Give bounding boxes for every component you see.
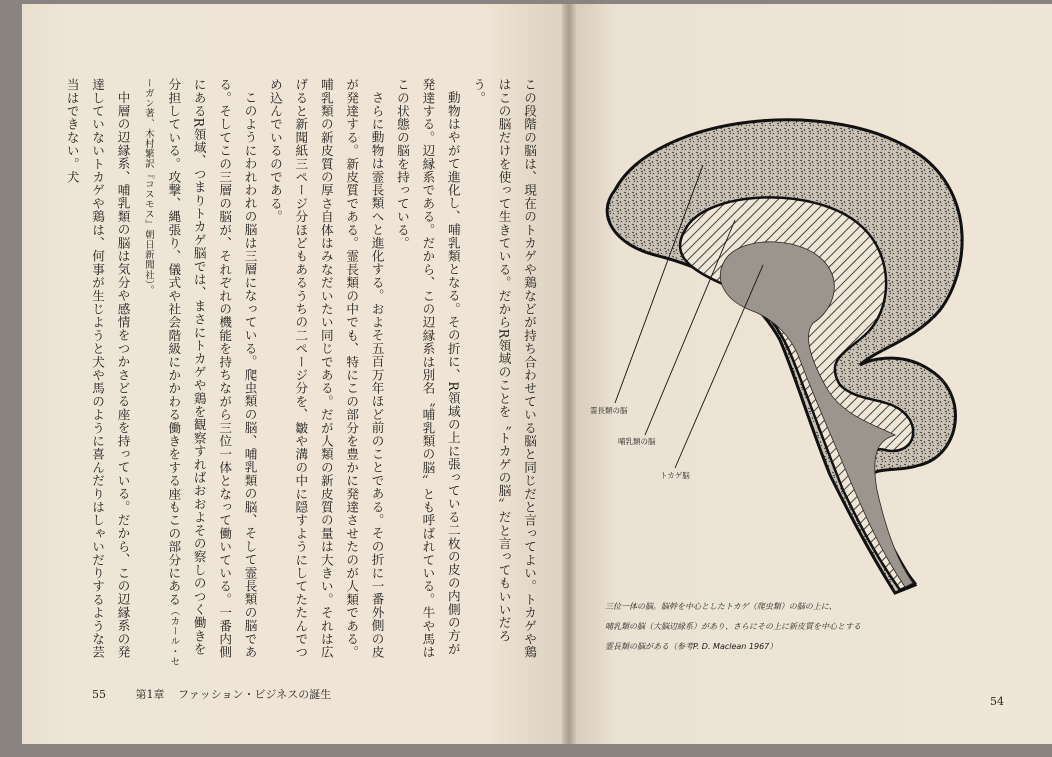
caption-line: 霊長類の脳がある（参考P. D. Maclean 1967） [605, 642, 778, 651]
chapter-title: ファッション・ビジネスの誕生 [178, 688, 332, 701]
page-number-right: 54 [990, 695, 1004, 708]
paragraph: この段階の脳は、現在のトカゲや鶏などが持ち合わせている脳と同じだと言ってよい。トカゲや鶏はこの脳だけを使って生きている。だからR領域のことを〝トカゲの脳〟だと言ってもいいだろう。 [471, 78, 537, 659]
chapter-label: 第1章 [135, 688, 165, 701]
left-page-body [64, 78, 542, 668]
paragraph-text: このようにわれわれの脳は三層になっている。爬虫類の脳、哺乳類の脳、そして霊長類の脳である。そしてこの三層の脳が、それぞれの機能を持ちながら三位一体となって働いている。一番内側にあるR領域、つまりトカゲ脳では、まさにトカゲや鶏を観察すればおおよその察しのつく働きを分担している。攻撃、縄張り、儀式や社会階級にかかわる働きをする座もこの部分にある [166, 78, 258, 659]
leader-line-reptilian [675, 265, 763, 468]
figure-caption [605, 597, 905, 657]
label-neocortex: 霊長類の脳 [590, 406, 628, 415]
paragraph: 中層の辺縁系、哺乳類の脳は気分や感情をつかさどる座を持っている。だから、この辺縁系の発達していないトカゲや鶏は、何事が生じようと犬や馬のように喜んだりはしゃいだりするような芸当はできない。犬 [64, 78, 131, 659]
label-limbic: 哺乳類の脳 [618, 437, 656, 446]
label-reptilian: トカゲ脳 [660, 471, 690, 480]
neocortex-region [607, 120, 962, 593]
triune-brain-diagram [575, 95, 995, 595]
paragraph: さらに動物は霊長類へと進化する。およそ五百万年ほど前のことである。その折に一番外側の皮が発達する。新皮質である。霊長類の中でも、特にこの部分を豊かに発達させたのが人類である。哺乳類の新皮質の厚さ自体はみなだいたい同じである。だが人類の新皮質の量は大きい。それは広げると新聞紙三ページ分ほどもあるうちの二ページ分を、皺や溝の中に隠すようにしてたたんでつめ込んでいるのである。 [267, 78, 385, 659]
paragraph [136, 78, 263, 668]
book-gutter [562, 4, 576, 744]
left-page-footer [92, 686, 357, 702]
caption-line: 三位一体の脳。脳幹を中心としたトカゲ（爬虫類）の脳の上に、 [605, 602, 837, 611]
citation: （カール・セーガン著、木村繁訳『コスモス』朝日新聞社）。 [142, 78, 180, 667]
paragraph: 動物はやがて進化し、哺乳類となる。その折に、R領域の上に張っている二枚の皮の内側の方が発達する。辺縁系である。だから、この辺縁系は別名〝哺乳類の脳〟とも呼ばれている。牛や馬はこの状態の脳を持っている。 [394, 78, 461, 659]
page-number-left: 55 [92, 688, 106, 701]
caption-line: 哺乳類の脳（大脳辺縁系）があり、さらにその上に新皮質を中心とする [605, 622, 861, 631]
